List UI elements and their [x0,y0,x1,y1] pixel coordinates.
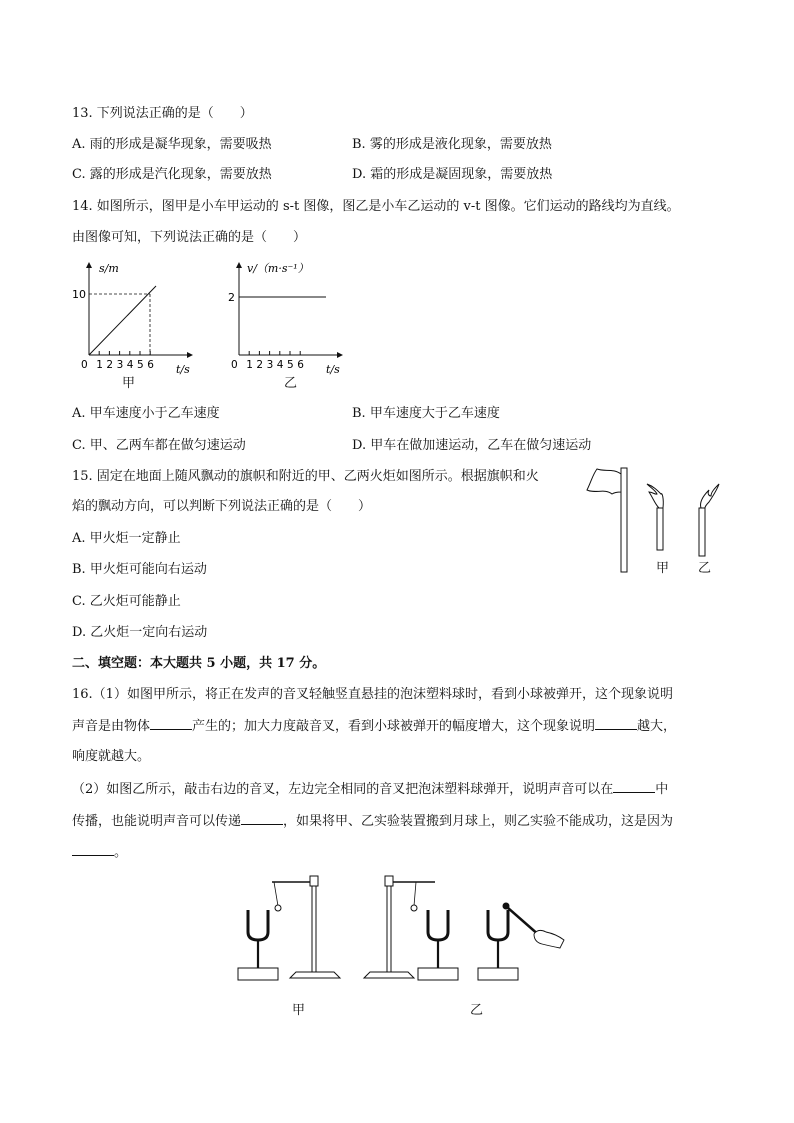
q16-line5-part1: 传播，也能说明声音可以传递 [72,814,242,829]
fork-jia-label: 甲 [292,1003,306,1018]
vt-graph-caption: 乙 [284,376,298,391]
q15-stem-line1: 15. 固定在地面上随风飘动的旗帜和附近的甲、乙两火炬如图所示。根据旗帜和火 [72,469,539,484]
setup-jia [238,876,340,980]
q16-line6 [72,843,127,862]
vt-x-tick-label-3: 3 [266,359,274,371]
vt-x-tick-label-4: 4 [276,359,284,371]
answer-blank-4[interactable] [241,812,283,825]
q15-stem-line2: 焰的飘动方向，可以判断下列说法正确的是（ ） [72,499,372,514]
torch-jia-label: 甲 [656,561,670,576]
q16-line2-part2: 产生的；加大力度敲音叉，看到小球被弹开的幅度增大，这个现象说明 [192,719,596,734]
answer-blank-2[interactable] [595,717,637,730]
q14-option-b: B. 甲车速度大于乙车速度 [352,406,500,421]
answer-blank-5[interactable] [72,843,114,856]
q16-line2-part3: 越大， [637,719,677,734]
vt-ylabel: v/（m·s⁻¹） [247,262,309,275]
vt-x-tick-label-6: 6 [297,359,304,371]
q16-line5 [72,812,673,831]
st-graph [72,258,202,378]
q14-option-a: A. 甲车速度小于乙车速度 [72,406,220,421]
torch-jia-icon [657,508,663,550]
q14-option-d: D. 甲车在做加速运动，乙车在做匀速运动 [352,438,592,453]
flame-jia-icon [647,484,663,508]
st-line [89,286,156,355]
torch-yi-icon [699,508,705,556]
q15-option-a: A. 甲火炬一定静止 [72,531,181,546]
flag-icon [587,469,621,494]
string-yi [414,882,416,906]
vt-xlabel: t/s [326,363,340,376]
q16-line6-end: 。 [114,845,128,860]
tuning-fork-jia-icon [248,910,268,940]
q16-line4-part1: （2）如图乙所示，敲击右边的音叉，左边完全相同的音叉把泡沫塑料球弹开，说明声音可以在 [72,782,614,797]
q14-stem-line2: 由图像可知，下列说法正确的是（ ） [72,230,307,245]
st-x-tick-label-0: 0 [81,359,88,371]
q13-option-b: B. 雾的形成是液化现象，需要放热 [352,137,552,152]
tuning-fork-yi-right-icon [488,910,508,940]
setup-yi [364,876,564,980]
st-graph-caption: 甲 [122,376,136,391]
fork-base-yi-left [418,968,458,980]
hammer-handle-icon [508,908,540,936]
vt-x-tick-label-1: 1 [246,359,253,371]
clamp-jia [310,876,318,886]
st-x-tick-label-3: 3 [116,359,124,371]
q15-option-d: D. 乙火炬一定向右运动 [72,625,208,640]
torch-yi-label: 乙 [698,561,712,576]
vt-x-tick-label-0: 0 [231,359,238,371]
st-x-tick-label-1: 1 [96,359,103,371]
q16-line4-part2: 中 [655,782,669,797]
st-xlabel: t/s [176,363,190,376]
stand-rod-jia [312,878,316,972]
q14-stem-line1: 14. 如图所示，图甲是小车甲运动的 s-t 图像，图乙是小车乙运动的 v-t 图像。它们运动的路线均为直线。 [72,199,680,214]
stand-rod-yi [387,878,391,972]
fork-yi-label: 乙 [470,1003,484,1018]
flag-pole [621,468,627,572]
q15-option-c: C. 乙火炬可能静止 [72,594,181,609]
q13-option-d: D. 霜的形成是凝固现象，需要放热 [352,167,553,182]
q16-line2 [72,717,676,736]
string-jia [274,882,278,906]
st-ylabel: s/m [99,262,119,275]
q16-line4 [72,780,668,799]
q13-option-c: C. 露的形成是汽化现象，需要放热 [72,167,272,182]
fork-base-yi-right [478,968,518,980]
stand-base-yi [364,972,414,978]
flame-yi-icon [700,484,719,508]
st-x-tick-label-2: 2 [106,359,114,371]
vt-x-tick-label-5: 5 [287,359,294,371]
answer-blank-3[interactable] [613,780,655,793]
fork-base-jia [238,968,278,980]
answer-blank-1[interactable] [150,717,192,730]
vt-y-tick: 2 [228,291,235,304]
q13-option-a: A. 雨的形成是凝华现象，需要吸热 [72,137,272,152]
st-x-tick-label-5: 5 [137,359,144,371]
tuning-fork-figure [230,870,570,990]
clamp-yi [385,876,393,886]
q16-line2-part1: 声音是由物体 [72,719,151,734]
st-x-tick-label-6: 6 [147,359,154,371]
tuning-fork-yi-left-icon [428,910,448,940]
st-y-tick: 10 [72,288,86,301]
foam-ball-jia-icon [275,905,281,911]
vt-x-tick-label-2: 2 [256,359,264,371]
foam-ball-yi-icon [411,905,417,911]
q16-line3: 响度就越大。 [72,749,151,764]
st-x-tick-label-4: 4 [126,359,134,371]
section2-heading: 二、填空题：本大题共 5 小题，共 17 分。 [72,656,326,671]
q13-stem: 13. 下列说法正确的是（ ） [72,106,253,121]
q14-option-c: C. 甲、乙两车都在做匀速运动 [72,438,246,453]
vt-graph [222,258,362,378]
q16-line5-part2: ，如果将甲、乙实验装置搬到月球上，则乙实验不能成功，这是因为 [283,814,674,829]
hand-icon [534,930,564,948]
q16-line1: 16.（1）如图甲所示，将正在发声的音叉轻触竖直悬挂的泡沫塑料球时，看到小球被弹开，这个现象说明 [72,687,673,702]
stand-base-jia [290,972,340,978]
q15-option-b: B. 甲火炬可能向右运动 [72,562,207,577]
